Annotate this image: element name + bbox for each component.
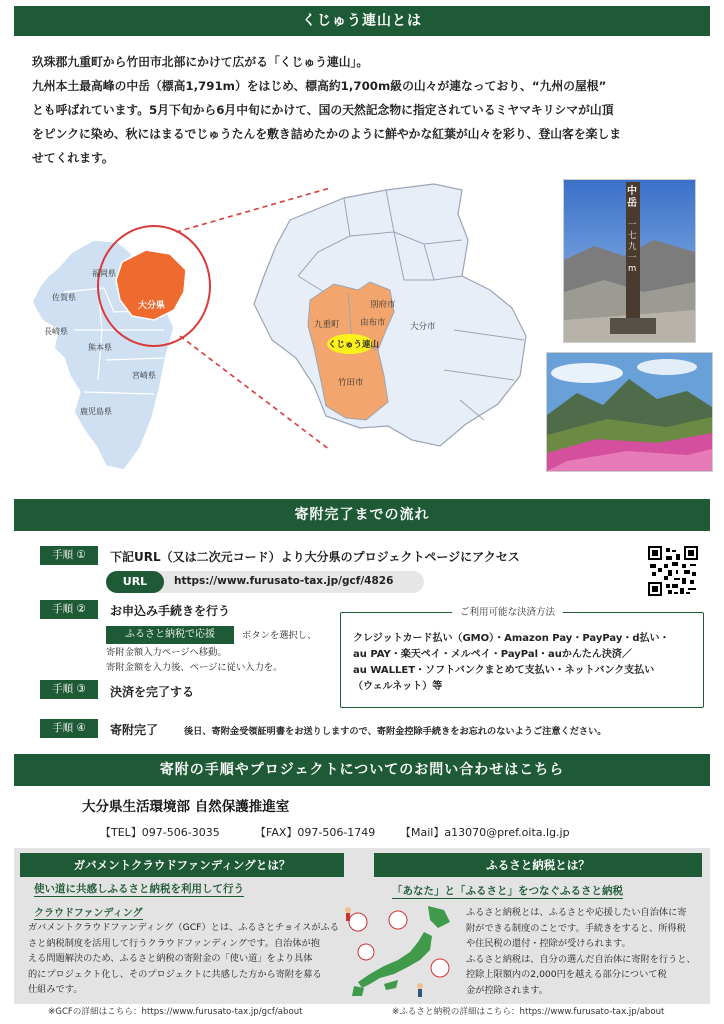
- section-title: 寄附完了までの流れ: [294, 507, 430, 523]
- contact-mail[interactable]: 【Mail】a13070@pref.oita.lg.jp: [400, 826, 570, 839]
- furusato-header: ふるさと納税とは？: [374, 853, 702, 877]
- pref-label-kagoshima: 鹿児島県: [80, 407, 112, 416]
- contact-fax: 【FAX】097-506-1749: [255, 826, 376, 839]
- contact-dept: 大分県生活環境部 自然保護推進室: [82, 799, 290, 815]
- summit-height-text: 一七九一m: [628, 220, 637, 274]
- support-button[interactable]: ふるさと納税で応援: [106, 626, 234, 644]
- step-tag-3: 手順 ③: [40, 680, 98, 699]
- gcf-line: 仕組みです。: [28, 984, 83, 995]
- furusato-line: 附ができる制度のことです。手続きをすると、所得税: [466, 922, 686, 934]
- intro-line: せてくれます。: [32, 151, 114, 165]
- intro-text: [32, 50, 704, 170]
- step-tag-4: 手順 ④: [40, 719, 98, 738]
- gcf-term: クラウドファンディング: [34, 904, 143, 920]
- payment-line: au WALLET・ソフトバンクまとめて支払い・ネットバンク支払い: [353, 665, 655, 676]
- gcf-description: [28, 920, 348, 998]
- furusato-line: ふるさと納税とは、ふるさとや応援したい自治体に寄: [466, 907, 687, 918]
- url-pill: [106, 571, 424, 593]
- intro-line: をピンクに染め、秋にはまるでじゅうたんを敷き詰めたかのように鮮やかな紅葉が山々を彩り、登山客を楽しま: [32, 127, 622, 141]
- gcf-header: ガバメントクラウドファンディングとは？: [20, 853, 344, 877]
- furusato-detail-link[interactable]: ※ふるさと納税の詳細はこちら：https://www.furusato-tax.jp/about: [392, 1007, 665, 1017]
- payment-line: クレジットカード払い（GMO）・Amazon Pay・PayPay・d払い・: [353, 633, 670, 644]
- pref-label-fukuoka: 福岡県: [92, 269, 116, 278]
- step2-text-line: 寄附金額入力ページへ移動。: [106, 647, 227, 658]
- summit-photo: [563, 179, 696, 343]
- japan-map-icon: [340, 902, 460, 998]
- payment-methods-list: [353, 631, 670, 695]
- intro-line: 玖珠郡九重町から竹田市北部にかけて広がる「くじゅう連山」。: [32, 55, 369, 69]
- pref-label-kumamoto: 熊本県: [88, 343, 112, 352]
- pref-label-miyazaki: 宮崎県: [132, 371, 156, 380]
- town-label-yufu: 由布市: [360, 318, 386, 328]
- step3-title: 決済を完了する: [110, 685, 195, 699]
- furusato-line: や住民税の還付・控除が受けられます。: [466, 938, 631, 949]
- step-tag-1: 手順 ①: [40, 546, 98, 565]
- gcf-line: える問題解決のため、ふるさと納税の寄附金の「使い道」をより具体: [28, 953, 313, 964]
- gcf-subtitle: 使い道に共感しふるさと納税を利用して行う: [34, 883, 244, 895]
- town-label-taketa: 竹田市: [338, 378, 364, 388]
- pref-label-nagasaki: 長崎県: [44, 327, 68, 336]
- azalea-photo: [546, 352, 713, 472]
- gcf-line: ガバメントクラウドファンディング（GCF）とは、ふるさとチョイスがふる: [28, 922, 339, 933]
- step1-title: 下記URL（又は二次元コード）より大分県のプロジェクトページにアクセス: [110, 550, 520, 564]
- gcf-line: 的にプロジェクト化し、そのプロジェクトに共感した方から寄附を募る: [28, 968, 322, 980]
- furusato-line: 金が控除されます。: [466, 984, 548, 996]
- step2-text-line: 寄附金額を入力後、ページに従い入力を。: [106, 662, 283, 673]
- step2-title: お申込み手続きを行う: [110, 604, 231, 618]
- qr-code[interactable]: [648, 546, 698, 596]
- kuju-label: くじゅう連山: [328, 340, 380, 350]
- payment-line: （ウェルネット）等: [353, 681, 443, 692]
- step-tag-2: 手順 ②: [40, 600, 98, 619]
- section-header-contact: [14, 754, 710, 786]
- pref-label-oita: 大分県: [138, 301, 166, 311]
- step2-text: [242, 628, 316, 643]
- section-header-kuju: [14, 6, 710, 36]
- map-graphic: [14, 180, 544, 480]
- kyushu-map: [14, 180, 544, 480]
- intro-line: とも呼ばれています。5月下旬から6月中旬にかけて、国の天然記念物に指定されているミヤマキリシマが山頂: [32, 103, 614, 117]
- town-label-kokonoe: 九重町: [314, 320, 340, 330]
- furusato-line: ふるさと納税は、自分の選んだ自治体に寄附を行うと、: [466, 953, 696, 965]
- project-url-link[interactable]: https://www.furusato-tax.jp/gcf/4826: [174, 575, 394, 587]
- pref-label-saga: 佐賀県: [52, 293, 76, 302]
- gcf-detail-link[interactable]: ※GCFの詳細はこちら：https://www.furusato-tax.jp/gcf/about: [48, 1007, 303, 1017]
- japan-illustration: [340, 902, 460, 998]
- furusato-subtitle: 「あなた」と「ふるさと」をつなぐふるさと納税: [392, 885, 623, 897]
- url-label: URL: [106, 571, 164, 593]
- section-title: 寄附の手順やプロジェクトについてのお問い合わせはこちら: [159, 762, 565, 778]
- summit-sign-text: 中岳: [627, 186, 637, 209]
- furusato-line: 控除上限額内の2,000円を越える部分について税: [466, 969, 667, 980]
- step2-text-line: ボタンを選択し、: [242, 630, 317, 641]
- payment-methods-box: [340, 612, 704, 708]
- section-title: くじゅう連山とは: [302, 13, 422, 29]
- payment-line: au PAY・楽天ペイ・メルペイ・PayPal・auかんたん決済／: [353, 649, 632, 660]
- town-label-oita-city: 大分市: [410, 322, 436, 332]
- step4-text: 後日、寄附金受領証明書をお送りしますので、寄附金控除手続きをお忘れのないようご注意ください。: [184, 726, 607, 737]
- contact-tel: 【TEL】097-506-3035: [100, 826, 220, 839]
- section-header-flow: [14, 499, 710, 531]
- payment-methods-label: ご利用可能な決済方法: [452, 604, 563, 618]
- town-label-beppu: 別府市: [370, 300, 396, 310]
- step2-text: [106, 645, 282, 675]
- furusato-description: [466, 905, 706, 998]
- step4-title: 寄附完了: [110, 723, 159, 737]
- qr-code-icon: [648, 546, 698, 596]
- gcf-line: さと納税制度を活用して行うクラウドファンディングです。自治体が抱: [28, 937, 320, 949]
- intro-line: 九州本土最高峰の中岳（標高1,791m）をはじめ、標高約1,700m級の山々が連なっており、“九州の屋根”: [32, 79, 607, 93]
